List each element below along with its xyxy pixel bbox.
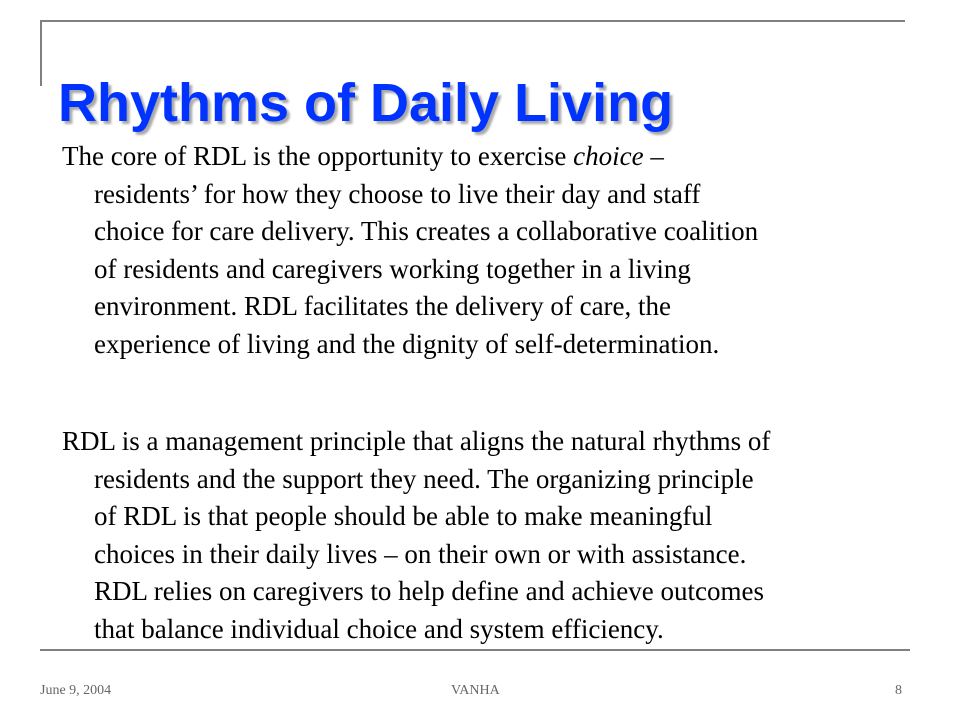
text-run: – [643, 141, 664, 171]
paragraph-line: residents’ for how they choose to live their day and staff [94, 178, 701, 209]
paragraph-line [62, 138, 912, 176]
text-run: The core of RDL is the opportunity to exercise [62, 141, 574, 171]
emphasis-choice: choice [573, 141, 644, 171]
footer-page-number: 8 [895, 683, 902, 698]
paragraph-line: experience of living and the dignity of self-determination. [94, 328, 720, 359]
paragraph-line: RDL relies on caregivers to help define and achieve outcomes [94, 576, 764, 606]
paragraph-line: that balance individual choice and system efficiency. [94, 613, 664, 644]
footer-organization: VANHA [451, 683, 500, 698]
top-left-rule [40, 20, 42, 86]
paragraph-line: RDL is a management principle that aligns the natural rhythms of [62, 426, 771, 456]
paragraph-line: environment. RDL facilitates the delivery of care, the [94, 291, 672, 321]
paragraph-line: of RDL is that people should be able to make meaningful [94, 501, 713, 531]
bottom-rule [40, 649, 910, 651]
footer-date: June 9, 2004 [40, 683, 112, 698]
paragraph-line: of residents and caregivers working together in a living [94, 253, 691, 284]
paragraph-line: choice for care delivery. This creates a collaborative coalition [94, 216, 759, 246]
paragraph-line: residents and the support they need. The organizing principle [94, 463, 754, 494]
paragraph-rdl-principle [62, 423, 912, 648]
top-rule [40, 20, 905, 22]
paragraph-line: choices in their daily lives – on their own or with assistance. [94, 538, 747, 569]
slide-title: Rhythms of Daily Living [58, 73, 674, 134]
paragraph-rdl-core [62, 138, 912, 363]
